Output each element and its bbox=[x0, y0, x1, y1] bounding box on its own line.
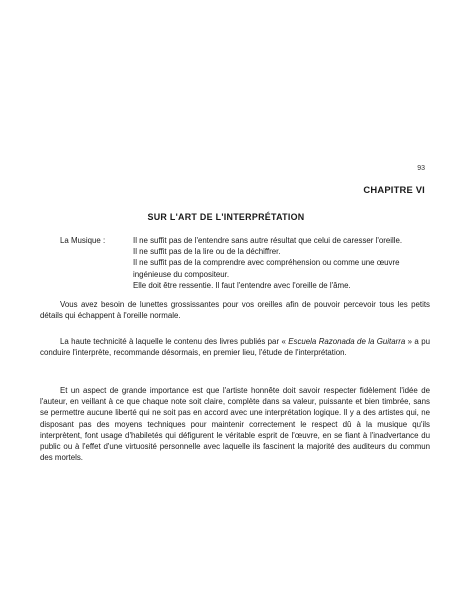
definition-row bbox=[40, 235, 430, 291]
book-title-italic: Escuela Razonada de la Guitarra bbox=[288, 337, 406, 346]
paragraph-2-start: La haute technicité à laquelle le contenu des livres publiés par « bbox=[60, 337, 286, 346]
definition-line-2: Il ne suffit pas de la lire ou de la déchiffrer. bbox=[133, 247, 281, 257]
section-title: SUR L'ART DE L'INTERPRÉTATION bbox=[147, 212, 305, 222]
definition-line-1: Il ne suffit pas de l'entendre sans autre résultat que celui de caresser l'oreille. bbox=[133, 236, 403, 245]
definition-line-4: Elle doit être ressentie. Il faut l'entendre avec l'oreille de l'âme. bbox=[133, 280, 351, 290]
paragraph-2 bbox=[40, 336, 430, 358]
paragraph-2-end: » a pu conduire l'interprète, recommande désormais, en premier lieu, l'étude de l'interprétation. bbox=[40, 337, 430, 358]
definition-block bbox=[40, 235, 430, 291]
definition-line-3: Il ne suffit pas de la comprendre avec compréhension ou comme une œuvre ingénieuse du compositeur. bbox=[133, 258, 400, 279]
chapter-title: CHAPITRE VI bbox=[363, 184, 425, 195]
definition-label: La Musique : bbox=[60, 236, 106, 245]
page-number: 93 bbox=[417, 165, 425, 172]
definition-lines bbox=[133, 235, 430, 291]
paragraph-3: Et un aspect de grande importance est que l'artiste honnête doit savoir respecter fidèlement l'idée de l'auteur, en veillant à ce que chaque note soit claire, complète dans sa valeur, puissante et bien timbrée, sans se permettre aucune liberté qui ne soit pas en accord avec une interprétation logique. Il y a des artistes qui, ne disposant pas des moyens techniques pour maintenir correctement le respect dû à la musique qu'ils interprètent, font usage d'habiletés qui défigurent le véritable esprit de l'œuvre, en se fiant à l'inadvertance du public ou à l'effet d'une virtuosité personnelle avec laquelle ils fascinent la majorité des auditeurs du commun des mortels. bbox=[40, 386, 430, 463]
paragraph-1: Vous avez besoin de lunettes grossissantes pour vos oreilles afin de pouvoir percevoir tous les petits détails qui échappent à l'oreille normale. bbox=[40, 300, 430, 321]
